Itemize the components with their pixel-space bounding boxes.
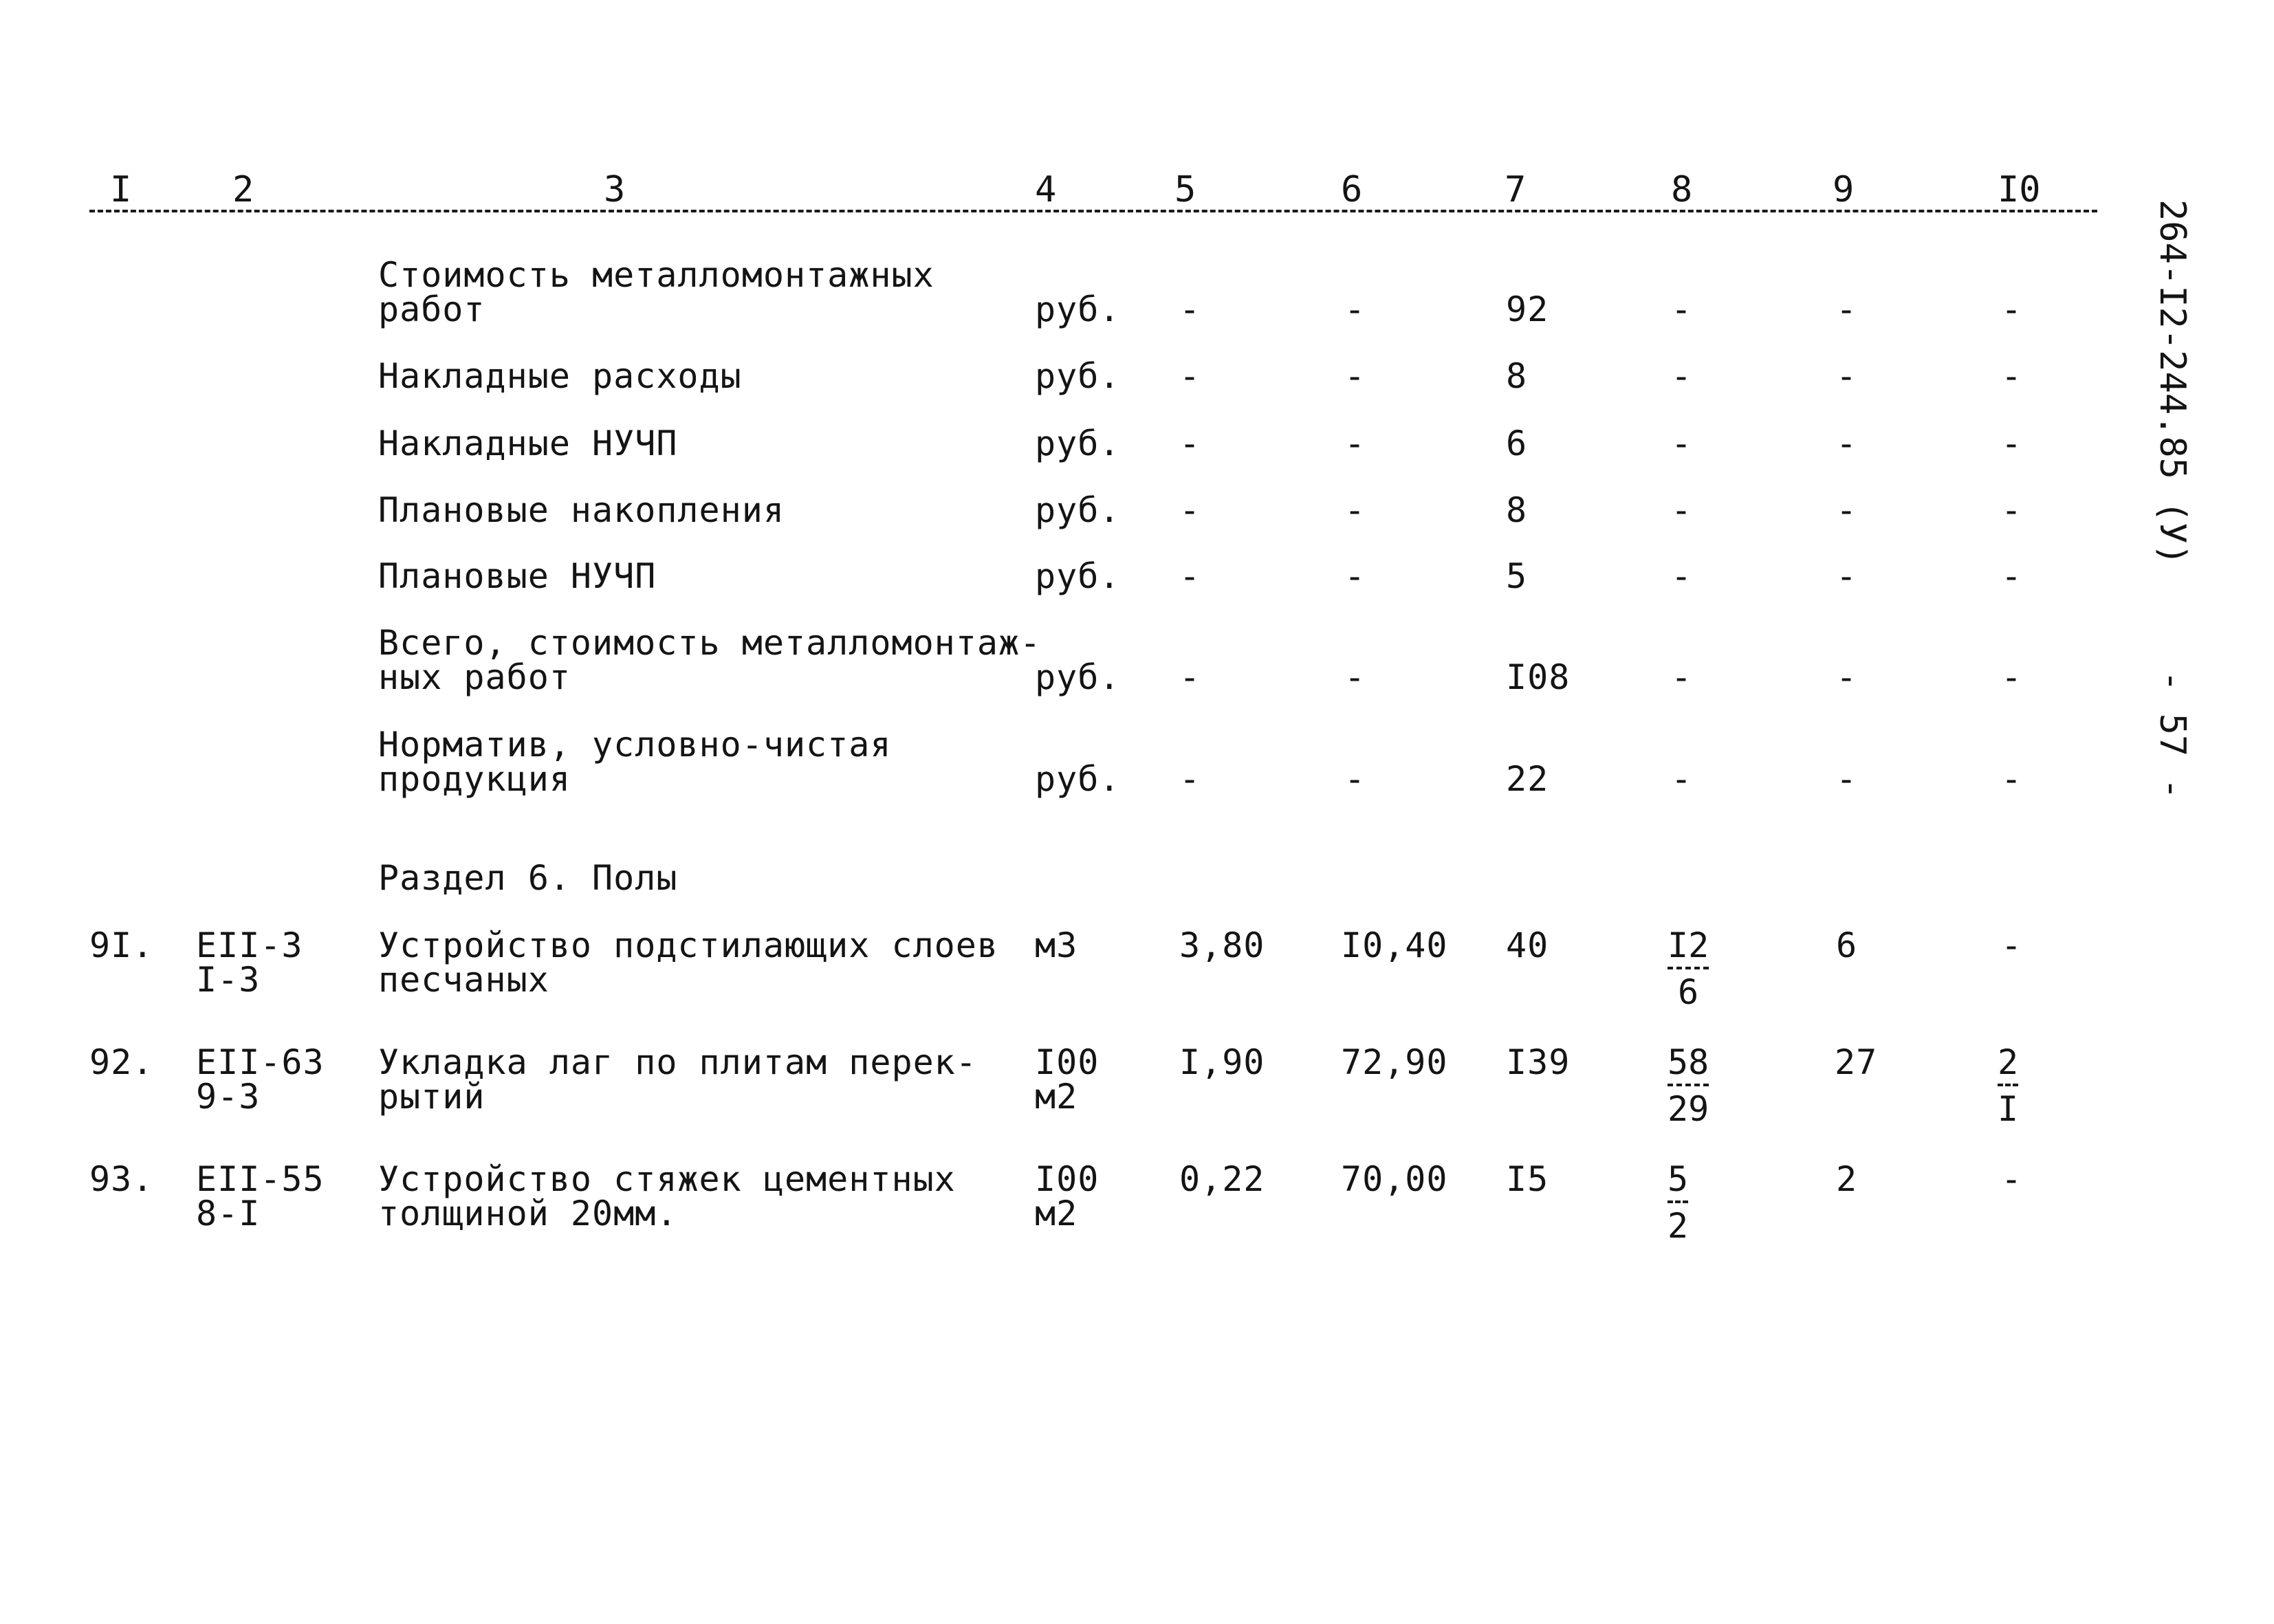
- cost-row-c5: -: [1179, 556, 1201, 596]
- item-c10: -: [2001, 925, 2023, 965]
- cost-row-c8: -: [1671, 556, 1693, 596]
- item-code: EII-55 8-I: [196, 1159, 325, 1233]
- item-unit: I00 м2: [1035, 1042, 1100, 1117]
- cost-row-c10: -: [2001, 657, 2023, 697]
- cost-row-c8: -: [1671, 759, 1693, 799]
- fraction-denominator: I: [1998, 1089, 2019, 1129]
- cost-row-c7: 6: [1506, 424, 1528, 463]
- cost-row-name: Накладные НУЧП: [378, 424, 678, 463]
- cost-row-c10: -: [2001, 424, 2023, 463]
- cost-row-c9: -: [1836, 657, 1858, 697]
- cost-row-name: Норматив, условно-чистая продукция: [378, 725, 892, 799]
- cost-row-name: Всего, стоимость металломонтаж- ных работ: [378, 623, 1042, 697]
- cost-row-c5: -: [1179, 490, 1201, 530]
- item-c8-fraction: [1668, 1042, 1709, 1129]
- item-c6: I0,40: [1341, 925, 1448, 965]
- cost-row-c10: -: [2001, 289, 2023, 329]
- cost-row-c7: I08: [1506, 657, 1571, 697]
- cost-row-c9: -: [1836, 289, 1858, 329]
- column-header-8: 8: [1671, 169, 1693, 210]
- cost-row-c6: -: [1344, 556, 1366, 596]
- page-number: - 57 -: [2152, 670, 2193, 800]
- cost-row-c6: -: [1344, 289, 1366, 329]
- item-c7: 40: [1506, 925, 1549, 965]
- fraction-numerator: 2: [1998, 1045, 2018, 1086]
- cost-row-c5: -: [1179, 424, 1201, 463]
- column-header-6: 6: [1341, 169, 1363, 210]
- item-name: Устройство стяжек цементных толщиной 20мм.: [378, 1159, 956, 1233]
- cost-row-c10: -: [2001, 556, 2023, 596]
- item-unit: I00 м2: [1035, 1159, 1100, 1233]
- cost-row-c10: -: [2001, 356, 2023, 396]
- item-c9: 27: [1835, 1042, 1878, 1082]
- item-unit: м3: [1035, 925, 1078, 965]
- cost-row-unit: руб.: [1035, 490, 1121, 530]
- item-code: EII-3 I-3: [196, 925, 303, 1000]
- cost-row-c8: -: [1671, 289, 1693, 329]
- cost-row-unit: руб.: [1035, 356, 1121, 396]
- item-c8-fraction: [1668, 925, 1709, 1012]
- item-c5: 3,80: [1179, 925, 1265, 965]
- item-c6: 70,00: [1341, 1159, 1448, 1199]
- item-c5: I,90: [1179, 1042, 1265, 1082]
- cost-row-name: Накладные расходы: [378, 356, 742, 396]
- item-c9: 2: [1836, 1159, 1858, 1199]
- cost-row-c7: 5: [1506, 556, 1528, 596]
- cost-row-c5: -: [1179, 289, 1201, 329]
- fraction-denominator: 6: [1678, 972, 1699, 1012]
- cost-row-c9: -: [1836, 490, 1858, 530]
- cost-row-c8: -: [1671, 424, 1693, 463]
- item-c8-fraction: [1668, 1159, 1689, 1246]
- cost-row-unit: руб.: [1035, 657, 1121, 697]
- cost-row-c9: -: [1836, 759, 1858, 799]
- fraction-denominator: 2: [1668, 1206, 1689, 1246]
- fraction-denominator: 29: [1668, 1089, 1709, 1129]
- cost-row-name: Плановые накопления: [378, 490, 785, 530]
- cost-row-c7: 8: [1506, 356, 1528, 396]
- cost-row-c7: 8: [1506, 490, 1528, 530]
- fraction-numerator: I2: [1668, 928, 1709, 969]
- cost-row-name: Стоимость металломонтажных работ: [378, 255, 934, 329]
- item-name: Устройство подстилающих слоев песчаных: [378, 925, 998, 1000]
- cost-row-c6: -: [1344, 759, 1366, 799]
- cost-row-name: Плановые НУЧП: [378, 556, 657, 596]
- cost-row-c10: -: [2001, 759, 2023, 799]
- cost-row-c5: -: [1179, 759, 1201, 799]
- document-code: 264-I2-244.85 (У): [2152, 199, 2193, 566]
- column-header-5: 5: [1174, 169, 1196, 210]
- item-name: Укладка лаг по плитам перек- рытий: [378, 1042, 977, 1117]
- cost-row-c9: -: [1836, 356, 1858, 396]
- cost-row-c9: -: [1836, 556, 1858, 596]
- cost-row-unit: руб.: [1035, 556, 1121, 596]
- item-c6: 72,90: [1341, 1042, 1448, 1082]
- section-title: Раздел 6. Полы: [378, 858, 678, 898]
- cost-row-unit: руб.: [1035, 289, 1121, 329]
- cost-row-unit: руб.: [1035, 759, 1121, 799]
- cost-row-c8: -: [1671, 657, 1693, 697]
- cost-row-c8: -: [1671, 356, 1693, 396]
- cost-row-c7: 92: [1506, 289, 1549, 329]
- header-rule: [89, 210, 2097, 212]
- item-c5: 0,22: [1179, 1159, 1265, 1199]
- cost-row-c6: -: [1344, 424, 1366, 463]
- fraction-numerator: 58: [1668, 1045, 1709, 1086]
- item-c9: 6: [1836, 925, 1858, 965]
- item-code: EII-63 9-3: [196, 1042, 325, 1117]
- cost-row-unit: руб.: [1035, 424, 1121, 463]
- column-header-10: I0: [1998, 169, 2041, 210]
- cost-row-c10: -: [2001, 490, 2023, 530]
- cost-row-c6: -: [1344, 657, 1366, 697]
- cost-row-c8: -: [1671, 490, 1693, 530]
- cost-row-c6: -: [1344, 356, 1366, 396]
- column-header-7: 7: [1505, 169, 1527, 210]
- item-c10-fraction: [1998, 1042, 2019, 1129]
- item-c7: I5: [1506, 1159, 1549, 1199]
- item-number: 9I.: [89, 925, 154, 965]
- column-header-3: 3: [604, 169, 626, 210]
- column-header-9: 9: [1833, 169, 1855, 210]
- column-header-4: 4: [1035, 169, 1057, 210]
- fraction-numerator: 5: [1668, 1162, 1688, 1203]
- cost-row-c5: -: [1179, 356, 1201, 396]
- item-number: 92.: [89, 1042, 154, 1082]
- cost-row-c5: -: [1179, 657, 1201, 697]
- column-header-2: 2: [232, 169, 254, 210]
- column-header-1: I: [110, 169, 132, 210]
- cost-row-c7: 22: [1506, 759, 1549, 799]
- cost-row-c9: -: [1836, 424, 1858, 463]
- item-c7: I39: [1506, 1042, 1571, 1082]
- item-c10: -: [2001, 1159, 2023, 1199]
- cost-row-c6: -: [1344, 490, 1366, 530]
- item-number: 93.: [89, 1159, 154, 1199]
